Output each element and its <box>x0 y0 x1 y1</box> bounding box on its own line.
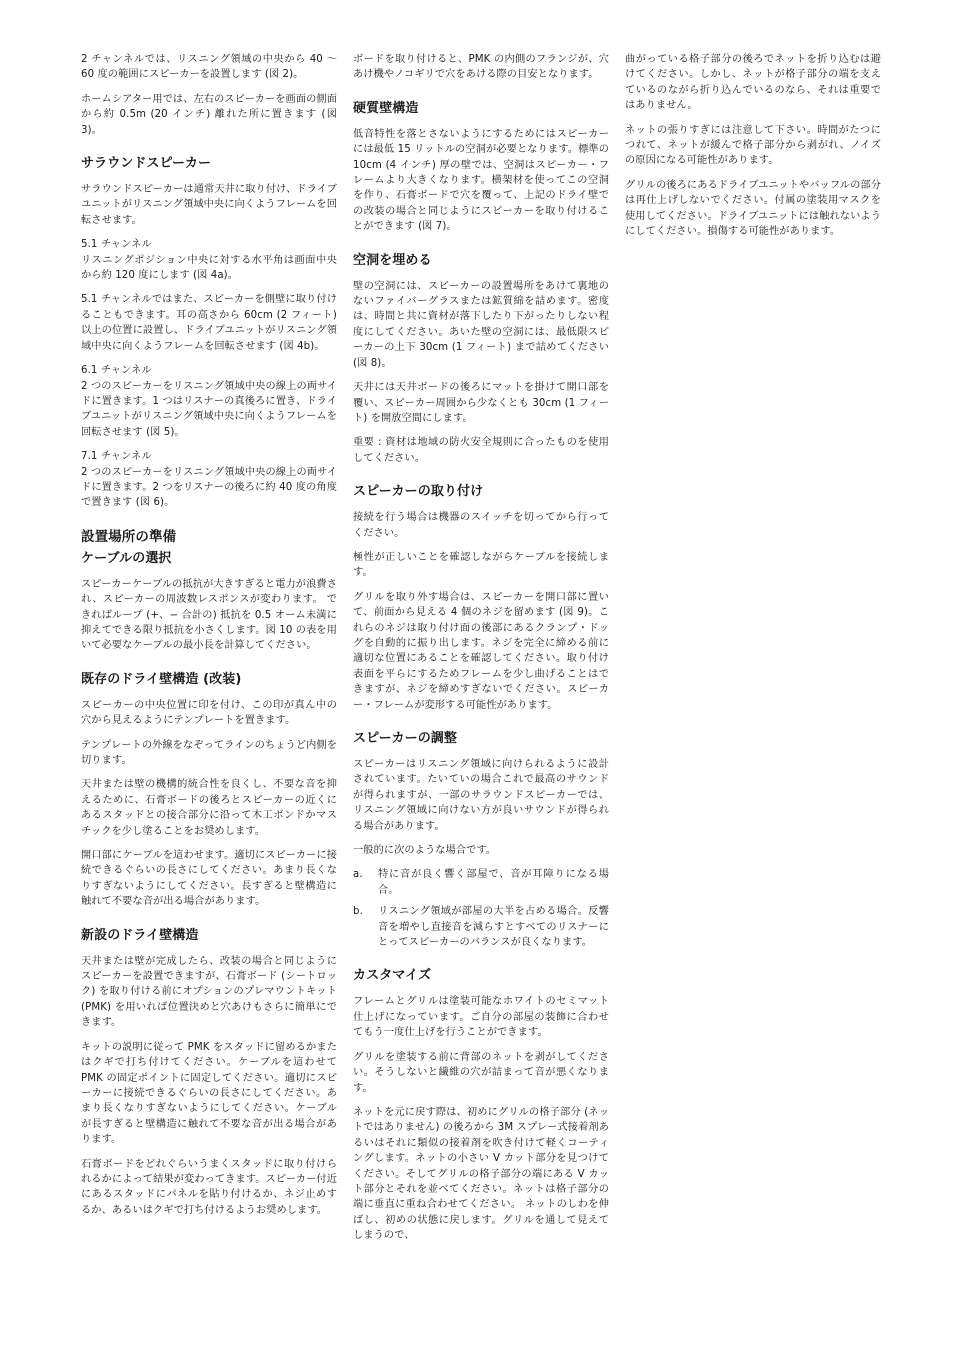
heading-speaker-mounting: スピーカーの取り付け <box>353 484 484 500</box>
heading-speaker-adjustment: スピーカーの調整 <box>353 731 458 746</box>
list-marker: b. <box>353 906 363 918</box>
paragraph: ホームシアター用では、左右のスピーカーを画面の側面から約 0.5m (20 インチ) 離れた所に置きます (図 3)。 <box>81 93 337 136</box>
paragraph: 曲がっている格子部分の後ろでネットを折り込むは避けてください。しかし、ネットが格子部分の端を支えているのながら折り込んでいるのなら、それは重要ではありません。 <box>625 54 881 112</box>
paragraph: テンプレートの外線をなぞってラインのちょうど内側を切ります。 <box>81 739 337 766</box>
heading-existing-drywall: 既存のドライ壁構造 (改装) <box>81 671 242 687</box>
subheading-7-1-channel: 7.1 チャンネル <box>81 451 152 463</box>
paragraph: スピーカーの中央位置に印を付け、この印が真ん中の穴から見えるようにテンプレートを置きます。 <box>81 699 337 727</box>
paragraph: 天井または壁が完成したら、改装の場合と同じようにスピーカーを設置できますが、石膏ボード (シートロック) を取り付ける前にオプションのプレマウントキット (PMK) を用いれば位置決めと穴あけもさらに簡単にできます。 <box>81 955 337 1029</box>
paragraph: 2 つのスピーカーをリスニング領域中央の線上の両サイドに置きます。2 つをリスナーの後ろに約 40 度の角度で置きます (図 6)。 <box>81 466 337 509</box>
heading-preparation: 設置場所の準備 <box>81 528 177 545</box>
paragraph: リスニングポジション中央に対する水平角は画面中央から約 120 度にします (図 4a)。 <box>81 254 337 282</box>
paragraph: ネットを元に戻す際は、初めにグリルの格子部分 (ネットではありません) の後ろから 3M スプレー式接着剤あるいはそれに類似の接着剤を吹き付けて軽くコーティングします。ネットの小さい V カット部分を見つけてください。そしてグリルの格子部分の端にある V カット部分とそれを並べてください。ネットは格子部分の端に垂直に重ね合わせてください。 ネットのしわを伸ばし、初めの状態に戻します。グリルを通して見えてしまうので、 <box>353 1106 609 1242</box>
subheading-5-1-channel: 5.1 チャンネル <box>81 239 152 251</box>
paragraph: 極性が正しいことを確認しながらケーブルを接続します。 <box>353 551 609 579</box>
paragraph: 接続を行う場合は機器のスイッチを切ってから行ってください。 <box>353 512 609 539</box>
list-marker: a. <box>353 869 363 881</box>
paragraph: 低音特性を落とさないようにするためにはスピーカーには最低 15 リットルの空洞が必要となります。標準の 10cm (4 インチ) 厚の壁では、空洞はスピーカー・フレームより大きくなります。横架材を使ってこの空洞を作り、石膏ボードで穴を覆って、上記のドライ壁での改装の場合と同じようにスピーカーを取り付けることができます (図 7)。 <box>353 128 609 233</box>
list-item <box>353 867 609 898</box>
list-item-text: 特に音が良く響く部屋で、音が耳障りになる場合。 <box>378 869 609 896</box>
list <box>353 867 609 950</box>
heading-new-drywall: 新設のドライ壁構造 <box>81 927 199 943</box>
heading-surround-speakers: サラウンドスピーカー <box>81 156 212 172</box>
paragraph: スピーカーケーブルの抵抗が大きすぎると電力が浪費され、スピーカーの周波数レスポンスが変わります。 できればループ (+、− 合計の) 抵抗を 0.5 オーム未満に抑えてできる限り抵抗を小さくします。図 10 の表を用いて必要なケーブルの最小長を計算してください。 <box>81 578 337 652</box>
column-3 <box>625 52 881 248</box>
paragraph: 一般的に次のような場合です。 <box>353 845 497 857</box>
paragraph: 開口部にケーブルを這わせます。適切にスピーカーに接続できるぐらいの長さにしてください。あまり長くなりすぎないようにしてください。長すぎると壁構造に触れて不要な音が出る場合があります。 <box>81 850 337 908</box>
paragraph: 2 つのスピーカーをリスニング領域中央の線上の両サイドに置きます。1 つはリスナーの真後ろに置き、ドライブユニットがリスニング領域中央に向くようフレームを回転させます (図 5)。 <box>81 380 337 438</box>
heading-fill-cavity: 空洞を埋める <box>353 252 432 268</box>
column-1 <box>81 52 337 1227</box>
paragraph: ボードを取り付けると、PMK の内側のフランジが、穴あけ機やノコギリで穴をあける際の目安となります。 <box>353 54 609 81</box>
paragraph: スピーカーはリスニング領域に向けられるように設計されています。たいていの場合これで最高のサウンドが得られますが、一部のサラウンドスピーカーでは、リスニング領域に向けない方が良いサウンドが得られる場合があります。 <box>353 759 609 832</box>
paragraph: ネットの張りすぎには注意して下さい。時間がたつにつれて、ネットが緩んで格子部分から剥がれ、ノイズの原因になる可能性があります。 <box>625 124 881 167</box>
subheading-6-1-channel: 6.1 チャンネル <box>81 365 152 377</box>
paragraph: 重要 : 資材は地域の防火安全規則に合ったものを使用してください。 <box>353 437 609 464</box>
paragraph: 天井または壁の機構的統合性を良くし、不要な音を抑えるために、石膏ボードの後ろとスピーカーの近くにあるスタッドとの接合部分に沿って木工ボンドかマスチックを少し塗ることをお奨めします。 <box>81 779 337 837</box>
paragraph: 5.1 チャンネルではまた、スピーカーを側壁に取り付けることもできます。耳の高さから 60cm (2 フィート) 以上の位置に設置し、ドライブユニットがリスニング領域中央に向くようフレームを回転させます (図 4b)。 <box>81 294 337 352</box>
list-item-text: リスニング領域が部屋の大半を占める場合。反響音を増やし直接音を減らすとすべてのリスナーにとってスピーカーのバランスが良くなります。 <box>378 906 609 949</box>
paragraph: 2 チャンネルでは、リスニング領域の中央から 40 〜 60 度の範囲にスピーカーを設置します (図 2)。 <box>81 54 337 81</box>
paragraph: グリルを取り外す場合は、スピーカーを開口部に置いて、前面から見える 4 個のネジを留めます (図 9)。これらのネジは取り付け面の後部にあるクランプ・ドッグを自動的に振り出します。ネジを完全に締める前に適切な位置にあることを確認してください。取り付け表面を平らにするためフレームを少し曲げることはできますが、ネジを締めすぎないでください。スピーカー・フレームが変形する可能性があります。 <box>353 591 609 711</box>
paragraph: 壁の空洞には、スピーカーの設置場所をあけて裏地のないファイバーグラスまたは鉱質綿を詰めます。密度は、時間と共に資材が落下したり下がったりしない程度にしてください。あいた壁の空洞には、最低限スピーカーの上下 30cm (1 フィート) まで詰めてください (図 8)。 <box>353 280 609 369</box>
paragraph: サラウンドスピーカーは通常天井に取り付け、ドライブユニットがリスニング領域中央に向くようフレームを回転させます。 <box>81 184 337 226</box>
paragraph: グリルを塗装する前に背部のネットを剥がしてください。そうしないと繊維の穴が詰まって音が悪くなります。 <box>353 1051 609 1094</box>
list-item <box>353 904 609 950</box>
column-2 <box>353 52 609 1244</box>
paragraph: 天井には天井ボードの後ろにマットを掛けて開口部を覆い、スピーカー周囲から少なくとも 30cm (1 フィート) を開放空間にします。 <box>353 382 609 424</box>
paragraph: グリルの後ろにあるドライブユニットやバッフルの部分は再仕上げしないでください。付属の塗装用マスクを使用してください。ドライブユニットには触れないようにしてください。損傷する可能性があります。 <box>625 179 881 238</box>
paragraph: 石膏ボードをどれぐらいうまくスタッドに取り付けられるかによって結果が変わってきます。スピーカー付近にあるスタッドにパネルを貼り付けるか、ネジ止めするか、あるいはクギで打ち付けるようお奨めします。 <box>81 1158 337 1216</box>
heading-hard-wall: 硬質壁構造 <box>353 100 419 116</box>
paragraph: フレームとグリルは塗装可能なホワイトのセミマット仕上げになっています。ご自分の部屋の装飾に合わせてもう一度仕上げを行うことができます。 <box>353 996 609 1039</box>
paragraph: キットの説明に従って PMK をスタッドに留めるかまたはクギで打ち付けてください。ケーブルを這わせて PMK の固定ポイントに固定してください。適切にスピーカーに接続できるぐらいの長さにしてください。あまり長くなりすぎないようにしてください。ケーブルが長すぎると壁構造に触れて不要な音が出る場合があります。 <box>81 1041 337 1146</box>
heading-customize: カスタマイズ <box>353 968 432 984</box>
heading-cable-selection: ケーブルの選択 <box>81 550 172 566</box>
